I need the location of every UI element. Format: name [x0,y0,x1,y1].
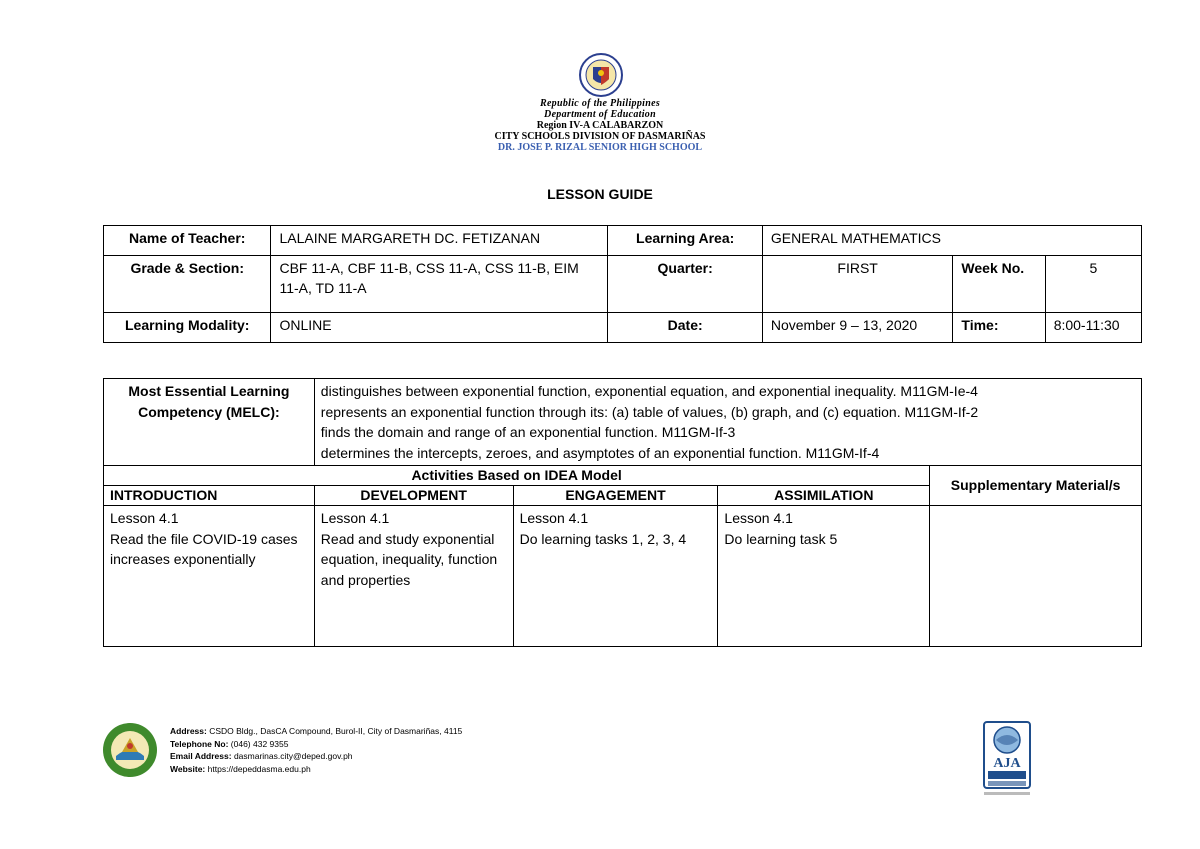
division-line: CITY SCHOOLS DIVISION OF DASMARIÑAS [494,131,706,142]
aja-certification-logo [982,720,1032,800]
development-lesson: Lesson 4.1 [320,510,390,526]
teacher-label: Name of Teacher: [104,226,271,256]
email-value: dasmarinas.city@deped.gov.ph [233,751,353,761]
teacher-value: LALAINE MARGARETH DC. FETIZANAN [271,226,608,256]
address-line [170,725,462,738]
melc-item: determines the intercepts, zeroes, and asymptotes of an exponential function. M11GM-If-4 [320,444,880,461]
email-label: Email Address: [170,751,232,761]
development-cell [314,506,513,647]
supplementary-cell [930,506,1142,647]
quarter-value: FIRST [762,256,953,313]
time-label: Time: [953,313,1045,343]
grade-section-value: CBF 11-A, CBF 11-B, CSS 11-A, CSS 11-B, EIM 11-A, TD 11-A [271,256,608,313]
engagement-cell [513,506,718,647]
svg-text:AJA: AJA [993,756,1021,771]
region-line: Region IV-A CALABARZON [536,120,664,131]
website-line [170,763,462,776]
phase-assimilation-header: ASSIMILATION [718,486,930,506]
email-line [170,750,462,763]
grade-section-label: Grade & Section: [104,256,271,313]
phone-label: Telephone No: [170,738,229,749]
week-label: Week No. [953,256,1045,313]
introduction-lesson: Lesson 4.1 [110,510,179,526]
melc-label: Most Essential Learning Competency (MELC): [104,379,315,466]
activities-table [103,378,1142,647]
address-value: CSDO Bldg., DasCA Compound, Burol-II, City of Dasmariñas, 4115 [209,726,463,736]
date-value: November 9 – 13, 2020 [762,313,953,343]
lesson-info-table [103,225,1142,343]
assimilation-lesson: Lesson 4.1 [724,510,793,526]
phone-value: (046) 432 9355 [230,738,289,749]
phase-introduction-header: INTRODUCTION [104,486,315,506]
assimilation-cell [718,506,930,647]
week-value: 5 [1045,256,1141,313]
department-line: Department of Education [544,109,656,120]
date-label: Date: [608,313,762,343]
letterhead [0,98,1200,153]
modality-value: ONLINE [271,313,608,343]
engagement-task: Do learning tasks 1, 2, 3, 4 [519,530,687,547]
address-label: Address: [170,726,207,736]
deped-seal-logo [576,52,626,98]
supplementary-header: Supplementary Material/s [930,466,1142,506]
idea-model-header: Activities Based on IDEA Model [104,466,930,486]
phase-engagement-header: ENGAGEMENT [513,486,718,506]
melc-item: distinguishes between exponential function, exponential equation, and exponential inequality. M11GM-Ie-4 [320,383,978,399]
melc-item: represents an exponential function through its: (a) table of values, (b) graph, and (c) equation. M11GM-If-2 [320,403,979,420]
development-task: Read and study exponential equation, inequality, function and properties [320,530,498,588]
quarter-label: Quarter: [608,256,762,313]
website-label: Website: [170,763,206,774]
introduction-task: Read the file COVID-19 cases increases exponentially [110,530,298,567]
introduction-cell [104,506,315,647]
melc-list [314,379,1141,466]
phase-development-header: DEVELOPMENT [314,486,513,506]
assimilation-task: Do learning task 5 [724,530,838,547]
republic-line: Republic of the Philippines [539,98,661,109]
modality-label: Learning Modality: [104,313,271,343]
melc-item: finds the domain and range of an exponential function. M11GM-If-3 [320,424,736,440]
learning-area-value: GENERAL MATHEMATICS [762,226,1141,256]
phone-line [170,738,462,751]
footer-contact [170,725,462,775]
time-value: 8:00-11:30 [1045,313,1141,343]
engagement-lesson: Lesson 4.1 [519,510,589,526]
website-value: https://depeddasma.edu.ph [207,763,311,774]
school-line: DR. JOSE P. RIZAL SENIOR HIGH SCHOOL [497,142,703,153]
document-title: LESSON GUIDE [547,186,653,202]
learning-area-label: Learning Area: [608,226,762,256]
division-logo [102,722,158,778]
